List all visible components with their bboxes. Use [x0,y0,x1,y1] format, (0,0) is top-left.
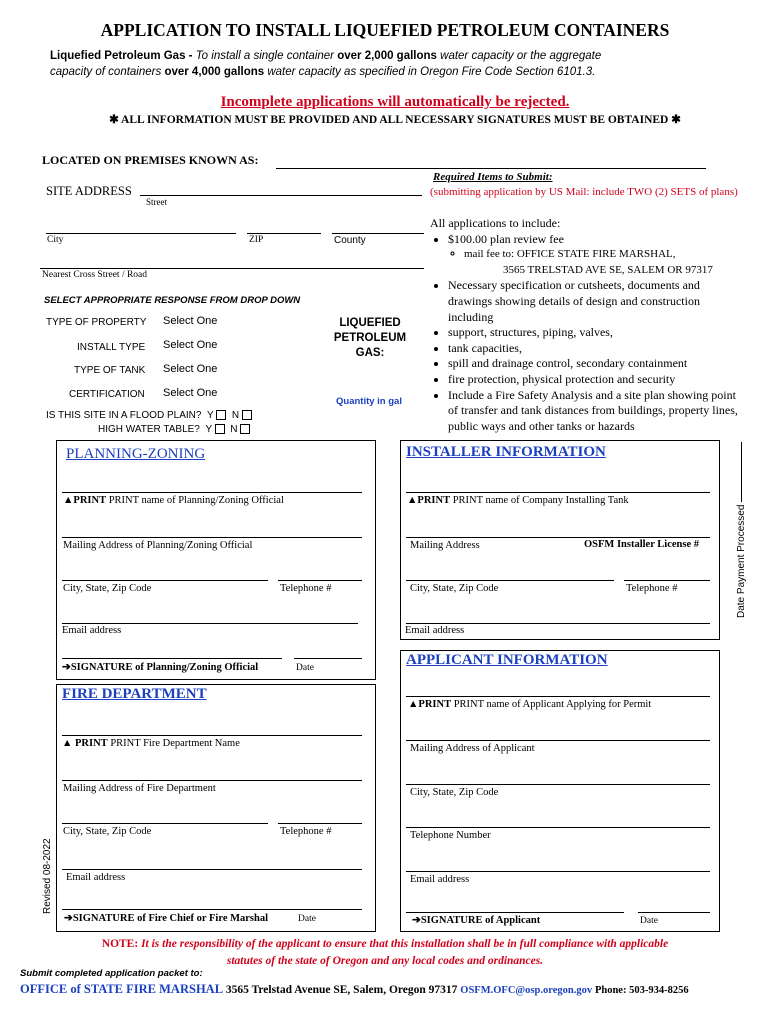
city-field[interactable] [46,233,236,234]
applicant-signature-text: SIGNATURE of Applicant [420,915,541,926]
fire-department-box [56,684,376,932]
office-phone: Phone: 503-934-8256 [594,985,689,996]
note-text: It is the responsibility of the applicant to ensure that this installation shall be in full compliance with applicable [141,938,669,950]
page-title: APPLICATION TO INSTALL LIQUEFIED PETROLEUM CONTAINERS [100,20,670,40]
footer-address-line [20,982,689,997]
date-payment-field[interactable] [741,442,742,502]
applicant-date-label: Date [640,916,658,926]
fire-name-field[interactable] [62,735,362,736]
fire-department-title: FIRE DEPARTMENT [62,686,207,702]
fire-phone-label: Telephone # [280,826,332,837]
intro-bold: Liquefied Petroleum Gas - [50,50,193,62]
no-label: N [230,424,238,435]
zip-label: ZIP [249,235,264,245]
reject-notice: Incomplete applications will automatically be rejected. [220,94,570,110]
applicant-signature-label [412,914,540,926]
fire-mailing-label: Mailing Address of Fire Department [63,783,216,794]
fire-phone-field[interactable] [278,823,362,824]
installer-phone-label: Telephone # [626,583,678,594]
type-of-property-label: TYPE OF PROPERTY [46,317,147,328]
planning-mailing-label: Mailing Address of Planning/Zoning Official [63,540,253,551]
zip-field[interactable] [247,233,321,234]
required-item: • support, structures, piping, valves, [448,325,742,341]
arrow-right-icon: ➔ [412,915,421,926]
installer-mailing-field[interactable] [406,537,710,538]
planning-email-field[interactable] [62,623,358,624]
intro-line2-a: capacity of containers [50,66,162,78]
premises-label: LOCATED ON PREMISES KNOWN AS: [42,153,259,167]
asterisk-icon: ✱ [109,114,119,126]
intro-italic-2: water capacity or the aggregate [440,50,602,62]
site-address-label: SITE ADDRESS [46,184,132,198]
planning-name-field[interactable] [62,492,362,493]
site-address-field[interactable] [140,195,422,196]
planning-city-label: City, State, Zip Code [63,583,152,594]
type-of-tank-label: TYPE OF TANK [74,365,146,376]
required-title: Required Items to Submit: [433,171,553,183]
applicant-city-label: City, State, Zip Code [410,787,499,798]
fire-name-label [62,738,240,749]
flood-plain-label [46,410,252,421]
applicant-name-text: PRINT name of Applicant Applying for Permit [453,699,652,710]
print-label: PRINT [417,495,451,506]
street-label: Street [146,197,167,207]
required-item: • spill and drainage control, secondary containment [448,356,742,372]
dropdown-heading: SELECT APPROPRIATE RESPONSE FROM DROP DOWN [44,295,301,306]
arrow-right-icon: ➔ [62,662,71,673]
planning-name-label [63,495,284,506]
intro-line2-b: water capacity as specified in Oregon Fire Code Section 6101.3. [267,66,596,78]
certification-label: CERTIFICATION [69,389,145,400]
cross-street-field[interactable] [40,268,424,269]
required-item: • Include a Fire Safety Analysis and a site plan showing point of transfer and tank distances from buildings, property lines, public ways and other tanks or hazards [448,388,742,435]
all-apps-label: All applications to include: [430,216,561,230]
planning-name-text: PRINT name of Planning/Zoning Official [108,495,284,506]
applicant-email-field[interactable] [406,871,710,872]
fire-email-field[interactable] [62,869,362,870]
fee-item: • $100.00 plan review fee [448,232,742,248]
fire-signature-text: SIGNATURE of Fire Chief or Fire Marshal [72,913,269,924]
planning-phone-field[interactable] [278,580,362,581]
date-payment-text: Date Payment Processed [736,504,747,618]
required-item: • tank capacities, [448,341,742,357]
up-triangle-icon: ▲ [407,495,418,506]
no-label: N [231,410,240,421]
office-address: 3565 Trelstad Avenue SE, Salem, Oregon 97317 [225,984,458,996]
high-water-question: HIGH WATER TABLE? [98,424,200,435]
installer-city-field[interactable] [406,580,614,581]
fire-city-field[interactable] [62,823,268,824]
fire-mailing-field[interactable] [62,780,362,781]
submit-label: Submit completed application packet to: [20,968,203,979]
premises-field[interactable] [276,168,706,169]
applicant-signature-field[interactable] [406,912,624,913]
applicant-title: APPLICANT INFORMATION [406,652,608,668]
intro-italic-1: To install a single container [195,50,335,62]
install-type-select[interactable]: Select One [163,339,218,351]
city-label: City [47,235,64,245]
high-water-no-checkbox[interactable] [240,424,250,434]
all-info-notice [0,112,770,126]
yes-label: Y [206,410,214,421]
note-label: NOTE: [101,938,139,950]
office-name: OFFICE of STATE FIRE MARSHAL [20,982,224,996]
applicant-mailing-label: Mailing Address of Applicant [410,743,535,754]
planning-signature-label [62,661,258,673]
applicant-name-label [408,699,651,710]
applicant-date-field[interactable] [638,912,710,913]
print-label: PRINT [418,699,452,710]
cross-street-label: Nearest Cross Street / Road [42,270,148,280]
installer-phone-field[interactable] [624,580,710,581]
intro-text [50,48,740,80]
fire-signature-label [64,912,268,924]
planning-mailing-field[interactable] [62,537,362,538]
quantity-field[interactable]: Quantity in gal [336,396,402,407]
office-email[interactable]: OSFM.OFC@osp.oregon.gov [460,985,593,996]
planning-city-field[interactable] [62,580,268,581]
high-water-yes-checkbox[interactable] [215,424,225,434]
arrow-right-icon: ➔ [64,913,73,924]
type-of-property-select[interactable]: Select One [163,315,218,327]
fire-name-text: PRINT Fire Department Name [110,738,240,749]
flood-yes-checkbox[interactable] [216,410,226,420]
fire-email-label: Email address [66,872,126,883]
mail-address: 3565 TRELSTAD AVE SE, SALEM OR 97317 [503,263,713,276]
note-text-2: statutes of the state of Oregon and any local codes and ordinances. [226,955,544,967]
installer-city-label: City, State, Zip Code [410,583,499,594]
required-list [430,216,742,434]
applicant-mailing-field[interactable] [406,740,710,741]
yes-label: Y [205,424,212,435]
applicant-phone-label: Telephone Number [410,830,491,841]
county-field[interactable] [332,233,424,234]
lp-gas-label: LIQUEFIED PETROLEUM GAS: [333,317,407,359]
planning-email-label: Email address [62,625,122,636]
footer-note [0,936,770,970]
installer-mailing-label: Mailing Address [410,540,480,551]
planning-zoning-box [56,440,376,680]
mail-fee-item: ◦ mail fee to: OFFICE STATE FIRE MARSHAL, [464,247,742,263]
planning-zoning-title: PLANNING-ZONING [66,446,206,462]
type-of-tank-select[interactable]: Select One [163,363,218,375]
mail-note: (submitting application by US Mail: include TWO (2) SETS of plans) [430,186,738,198]
installer-name-field[interactable] [406,492,710,493]
fire-city-label: City, State, Zip Code [63,826,152,837]
all-info-text: ALL INFORMATION MUST BE PROVIDED AND ALL NECESSARY SIGNATURES MUST BE OBTAINED [121,114,669,126]
county-label: County [334,235,366,246]
applicant-phone-field[interactable] [406,827,710,828]
fire-date-label: Date [298,914,316,924]
planning-signature-text: SIGNATURE of Planning/Zoning Official [70,662,259,673]
installer-license-label: OSFM Installer License # [584,539,700,550]
planning-signature-field[interactable] [62,658,282,659]
applicant-city-field[interactable] [406,784,710,785]
flood-no-checkbox[interactable] [242,410,252,420]
installer-title: INSTALLER INFORMATION [406,444,606,460]
installer-name-label [407,495,629,506]
intro-over-1: over 2,000 gallons [337,50,437,62]
planning-phone-label: Telephone # [280,583,332,594]
install-type-label: INSTALL TYPE [77,342,146,353]
intro-over-2: over 4,000 gallons [164,66,265,78]
applicant-name-field[interactable] [406,696,710,697]
planning-date-label: Date [296,663,314,673]
required-item: • fire protection, physical protection and security [448,372,742,388]
date-payment-processed [736,442,747,618]
fire-signature-field[interactable] [62,909,362,910]
print-label: PRINT [73,495,107,506]
up-triangle-icon: ▲ [63,495,74,506]
asterisk-icon: ✱ [671,114,681,126]
certification-select[interactable]: Select One [163,387,218,399]
up-triangle-icon: ▲ [408,699,419,710]
flood-plain-question: IS THIS SITE IN A FLOOD PLAIN? [46,410,202,421]
revised-label: Revised 08-2022 [42,838,53,914]
installer-email-field[interactable] [406,623,710,624]
installer-name-text: PRINT name of Company Installing Tank [452,495,629,506]
required-item: • Necessary specification or cutsheets, documents and drawings showing details of design and construction including [448,278,742,325]
high-water-label [98,424,250,435]
installer-email-label: Email address [405,625,465,636]
applicant-email-label: Email address [410,874,470,885]
up-triangle-icon: ▲ PRINT [62,738,108,749]
planning-date-field[interactable] [294,658,362,659]
